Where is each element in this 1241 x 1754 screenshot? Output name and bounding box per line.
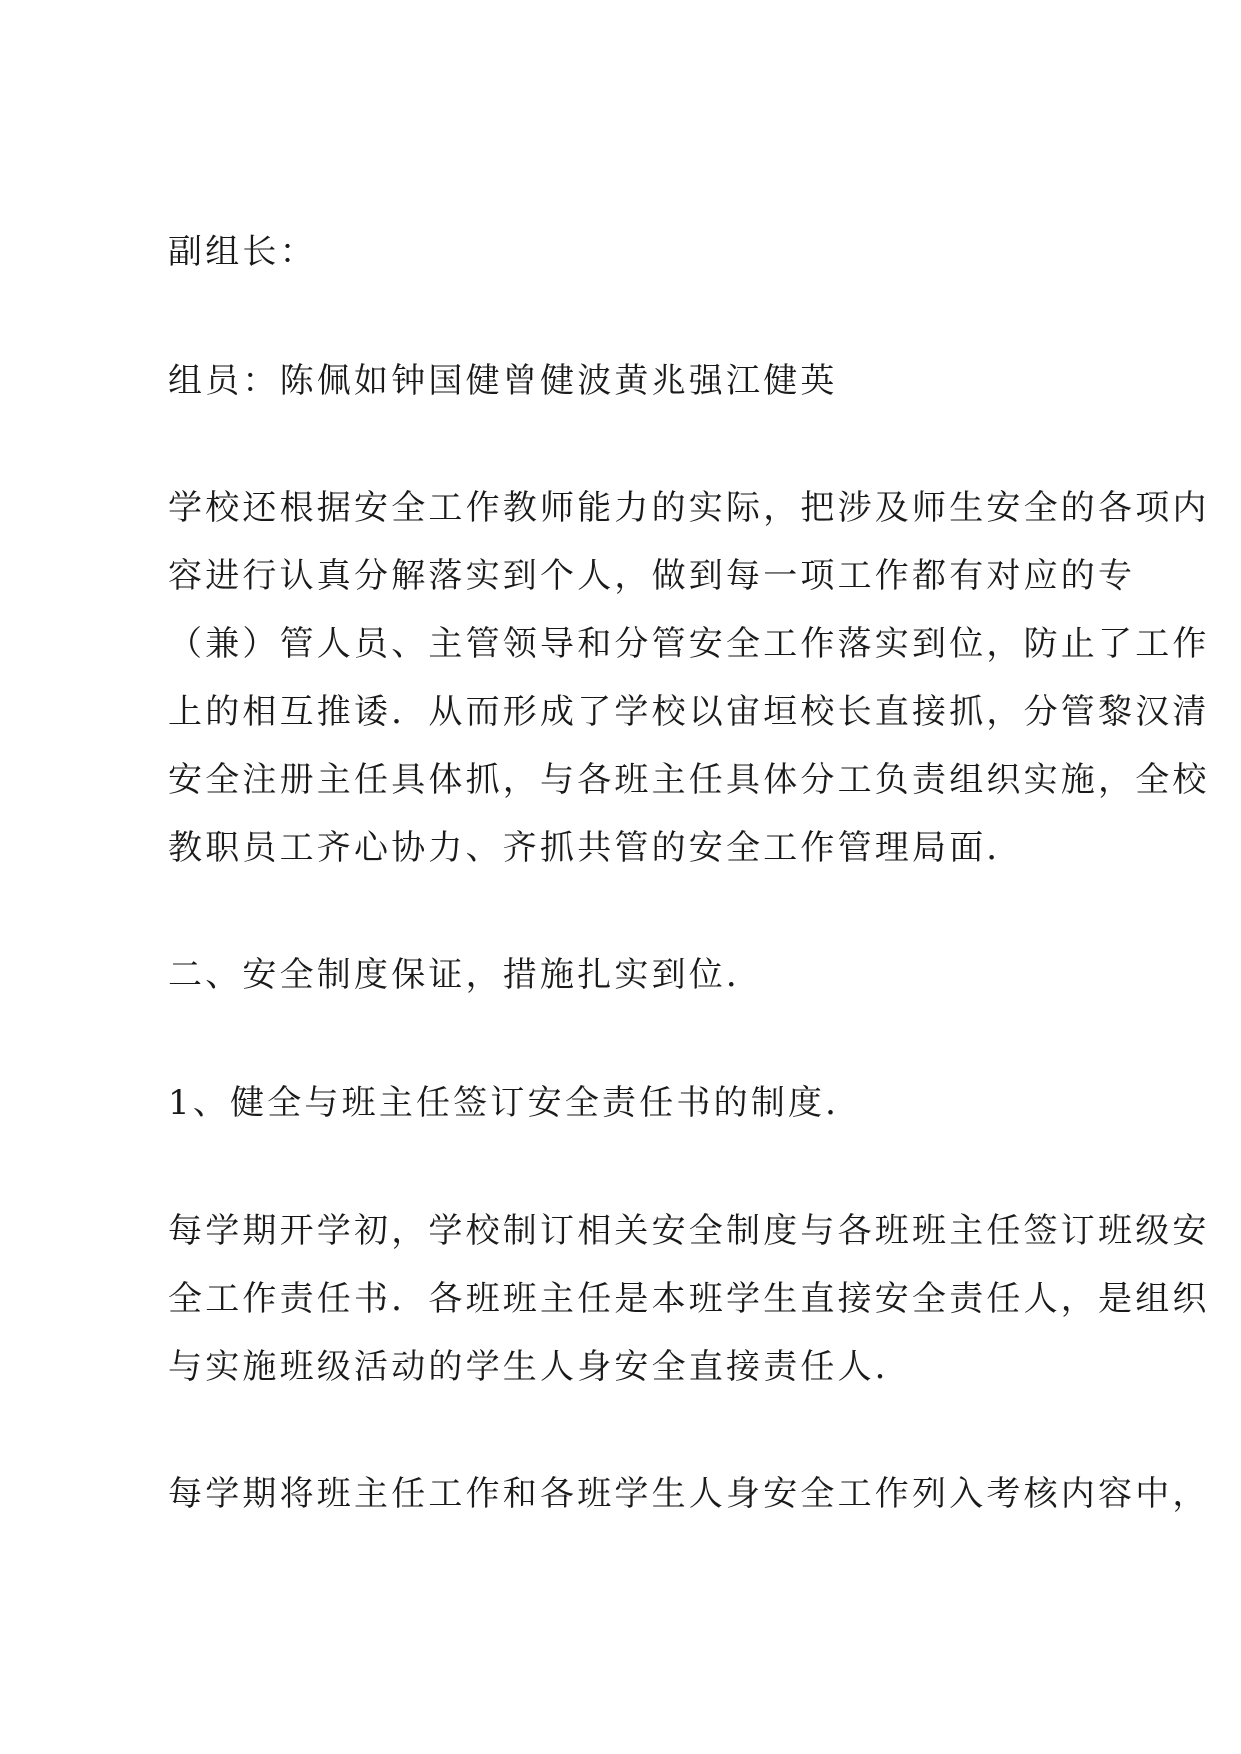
paragraph-line: 学校还根据安全工作教师能力的实际，把涉及师生安全的各项内 bbox=[168, 488, 1210, 528]
subsection-heading: 1、健全与班主任签订安全责任书的制度． bbox=[168, 1083, 863, 1123]
paragraph-line: （兼）管人员、主管领导和分管安全工作落实到位，防止了工作 bbox=[168, 624, 1210, 664]
vice-leader-label: 副组长： bbox=[168, 232, 317, 272]
paragraph-line: 每学期开学初，学校制订相关安全制度与各班班主任签订班级安 bbox=[168, 1211, 1210, 1251]
paragraph-line: 与实施班级活动的学生人身安全直接责任人． bbox=[168, 1347, 912, 1387]
paragraph-line: 全工作责任书．各班班主任是本班学生直接安全责任人，是组织 bbox=[168, 1279, 1210, 1319]
paragraph-line: 上的相互推诿．从而形成了学校以宙垣校长直接抓，分管黎汉清 bbox=[168, 692, 1210, 732]
paragraph-line: 每学期将班主任工作和各班学生人身安全工作列入考核内容中， bbox=[168, 1474, 1210, 1514]
paragraph-line: 安全注册主任具体抓，与各班主任具体分工负责组织实施，全校 bbox=[168, 760, 1210, 800]
members-line: 组员：陈佩如钟国健曾健波黄兆强江健英 bbox=[168, 361, 838, 401]
paragraph-line: 容进行认真分解落实到个人，做到每一项工作都有对应的专 bbox=[168, 556, 1136, 596]
section-heading: 二、安全制度保证，措施扎实到位． bbox=[168, 955, 764, 995]
paragraph-line: 教职员工齐心协力、齐抓共管的安全工作管理局面． bbox=[168, 828, 1024, 868]
